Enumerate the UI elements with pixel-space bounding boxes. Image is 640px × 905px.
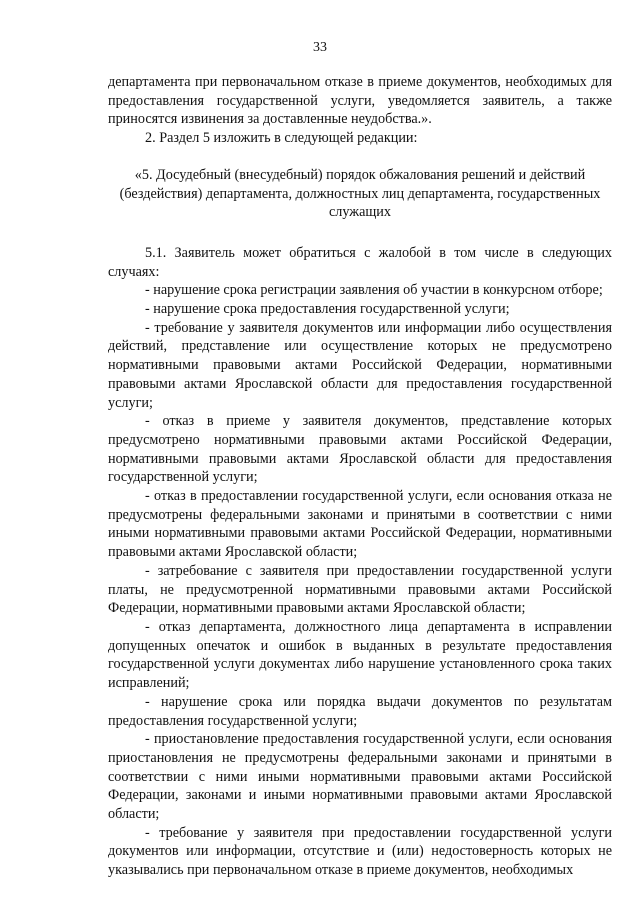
document-body bbox=[108, 73, 612, 880]
page-number: 33 bbox=[313, 40, 327, 55]
list-item: - требование у заявителя при предоставлении государственной услуги документов или информации, отсутствие и (или) недостоверность которых не указывались при первоначальном отказе в приеме документов, необходимых bbox=[108, 824, 612, 879]
list-item: - отказ в предоставлении государственной услуги, если основания отказа не предусмотрены федеральными законами и принятыми в соответствии с ними иными нормативными правовыми актами Российской Федерации, нормативными правовыми актами Ярославской области; bbox=[108, 488, 612, 561]
list-item: - требование у заявителя документов или информации либо осуществления действий, представление или осуществление которых не предусмотрено нормативными правовыми актами Российской Федерации, нормативными правовыми актами Ярославской области для предоставления государственной услуги; bbox=[108, 319, 612, 411]
list-item: - нарушение срока регистрации заявления об участии в конкурсном отборе; bbox=[145, 282, 603, 299]
section-heading: «5. Досудебный (внесудебный) порядок обжалования решений и действий (бездействия) департамента, должностных лиц департамента, государственных служащих bbox=[119, 166, 601, 221]
list-item: - затребование с заявителя при предоставлении государственной услуги платы, не предусмотренной нормативными правовыми актами Российской Федерации, нормативными правовыми актами Ярославской области; bbox=[108, 562, 612, 617]
list-item: - нарушение срока предоставления государственной услуги; bbox=[145, 301, 510, 318]
list-item: - отказ департамента, должностного лица департамента в исправлении допущенных опечаток и ошибок в выданных в результате предоставления государственной услуги документах либо нарушение установленного срока таких исправлений; bbox=[108, 618, 612, 692]
section-intro: 5.1. Заявитель может обратиться с жалобой в том числе в следующих случаях: bbox=[108, 244, 612, 280]
list-item: - приостановление предоставления государственной услуги, если основания приостановления не предусмотрены федеральными законами и принятыми в соответствии с ними иными нормативными правовыми актами Российской Федерации, законами и иными нормативными правовыми актами Ярославской области; bbox=[108, 731, 612, 823]
list-item: - нарушение срока или порядка выдачи документов по результатам предоставления государственной услуги; bbox=[108, 693, 612, 729]
list-item: - отказ в приеме у заявителя документов, представление которых предусмотрено нормативными правовыми актами Российской Федерации, нормативными правовыми актами Ярославской области для предоставления государственной услуги; bbox=[108, 413, 612, 486]
paragraph-amendment: 2. Раздел 5 изложить в следующей редакции: bbox=[145, 130, 418, 147]
paragraph-continuation: департамента при первоначальном отказе в приеме документов, необходимых для предоставления государственной услуги, уведомляется заявитель, а также приносятся извинения за доставленные неудобства.». bbox=[108, 74, 612, 128]
